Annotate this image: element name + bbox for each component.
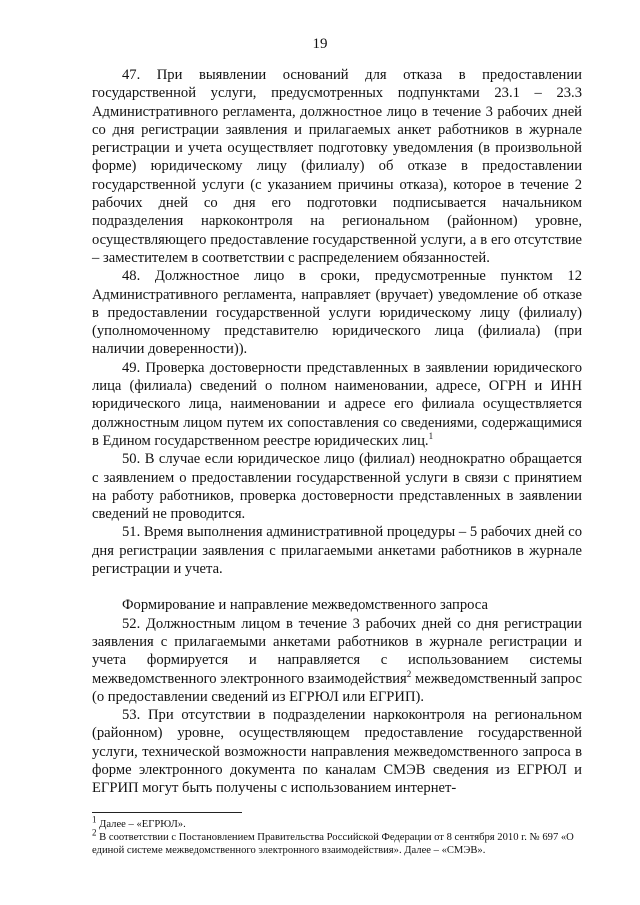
paragraph-47: 47. При выявлении оснований для отказа в предоставлении государственной услуги, предусмотренных подпунктами 23.1 – 23.3 Административного регламента, должностное лицо в течение 3 рабочих дней со дня регистрации заявления и прилагаемых анкет работников в журнале регистрации и учета осуществляет подготовку уведомления (в произвольной форме) юридическому лицу (филиалу) об отказе в предоставлении государственной услуги (с указанием причины отказа), которое в течение 2 рабочих дней со дня его подготовки подписывается начальником подразделения наркоконтроля на региональном (районном) уровне, осуществляющего предоставление государственной услуги, а в его отсутствие – заместителем в соответствии с распределением обязанностей. bbox=[92, 67, 582, 266]
paragraph-50: 50. В случае если юридическое лицо (филиал) неоднократно обращается с заявлением о предоставлении государственной услуги в связи с принятием на работу работников, проверка достоверности представленных в заявлении сведений не проводится. bbox=[92, 451, 582, 523]
paragraph-52-text-a: 52. Должностным лицом в течение 3 рабочих дней со дня регистрации заявления с прилагаемыми анкетами работников в журнале регистрации и учета формируется и направляется с использованием системы межведомственного электронного взаимодействия bbox=[92, 615, 582, 687]
paragraph-48: 48. Должностное лицо в сроки, предусмотренные пунктом 12 Административного регламента, направляет (вручает) уведомление об отказе в предоставлении государственной услуги юридическому лицу (филиалу) (уполномоченному представителю юридического лица (филиала) (при наличии доверенности)). bbox=[92, 268, 582, 358]
footnote-1-text: Далее – «ЕГРЮЛ». bbox=[96, 819, 186, 830]
footnote-divider bbox=[92, 812, 242, 813]
paragraph-49 bbox=[92, 359, 582, 450]
section-heading: Формирование и направление межведомственного запроса bbox=[122, 597, 488, 614]
footnote-1 bbox=[92, 814, 582, 831]
footnote-ref-2: 2 bbox=[406, 668, 412, 679]
footnote-2 bbox=[92, 827, 582, 857]
footnotes bbox=[92, 812, 582, 857]
footnote-1-mark: 1 bbox=[92, 814, 97, 825]
paragraph-51: 51. Время выполнения административной процедуры – 5 рабочих дней со дня регистрации заявления с прилагаемыми анкетами работников в журнале регистрации и учета. bbox=[92, 524, 582, 578]
footnote-2-mark: 2 bbox=[92, 827, 97, 838]
document-body bbox=[92, 66, 582, 798]
footnote-ref-1: 1 bbox=[428, 431, 434, 442]
paragraph-49-text: 49. Проверка достоверности представленных в заявлении юридического лица (филиала) сведений о полном наименовании, адресе, ОГРН и ИНН юридического лица, наименовании и адресе его филиала осуществляется должностным лицом путем их сопоставления со сведениями, содержащимися в Едином государственном реестре юридических лиц. bbox=[92, 359, 582, 449]
paragraph-52 bbox=[92, 615, 582, 706]
page-number: 19 bbox=[312, 36, 328, 52]
paragraph-52-text-b: межведомственный запрос (о предоставлении сведений из ЕГРЮЛ или ЕГРИП). bbox=[92, 670, 583, 705]
footnote-2-text: В соответствии с Постановлением Правительства Российской Федерации от 8 сентября 2010 г. № 697 «О единой системе межведомственного электронного взаимодействия». Далее – «СМЭВ». bbox=[92, 832, 574, 856]
paragraph-53: 53. При отсутствии в подразделении наркоконтроля на региональном (районном) уровне, осуществляющем предоставление государственной услуги, технической возможности направления межведомственного запроса в форме электронного документа по каналам СМЭВ сведения из ЕГРЮЛ и ЕГРИП могут быть получены с использованием интернет- bbox=[92, 707, 582, 797]
